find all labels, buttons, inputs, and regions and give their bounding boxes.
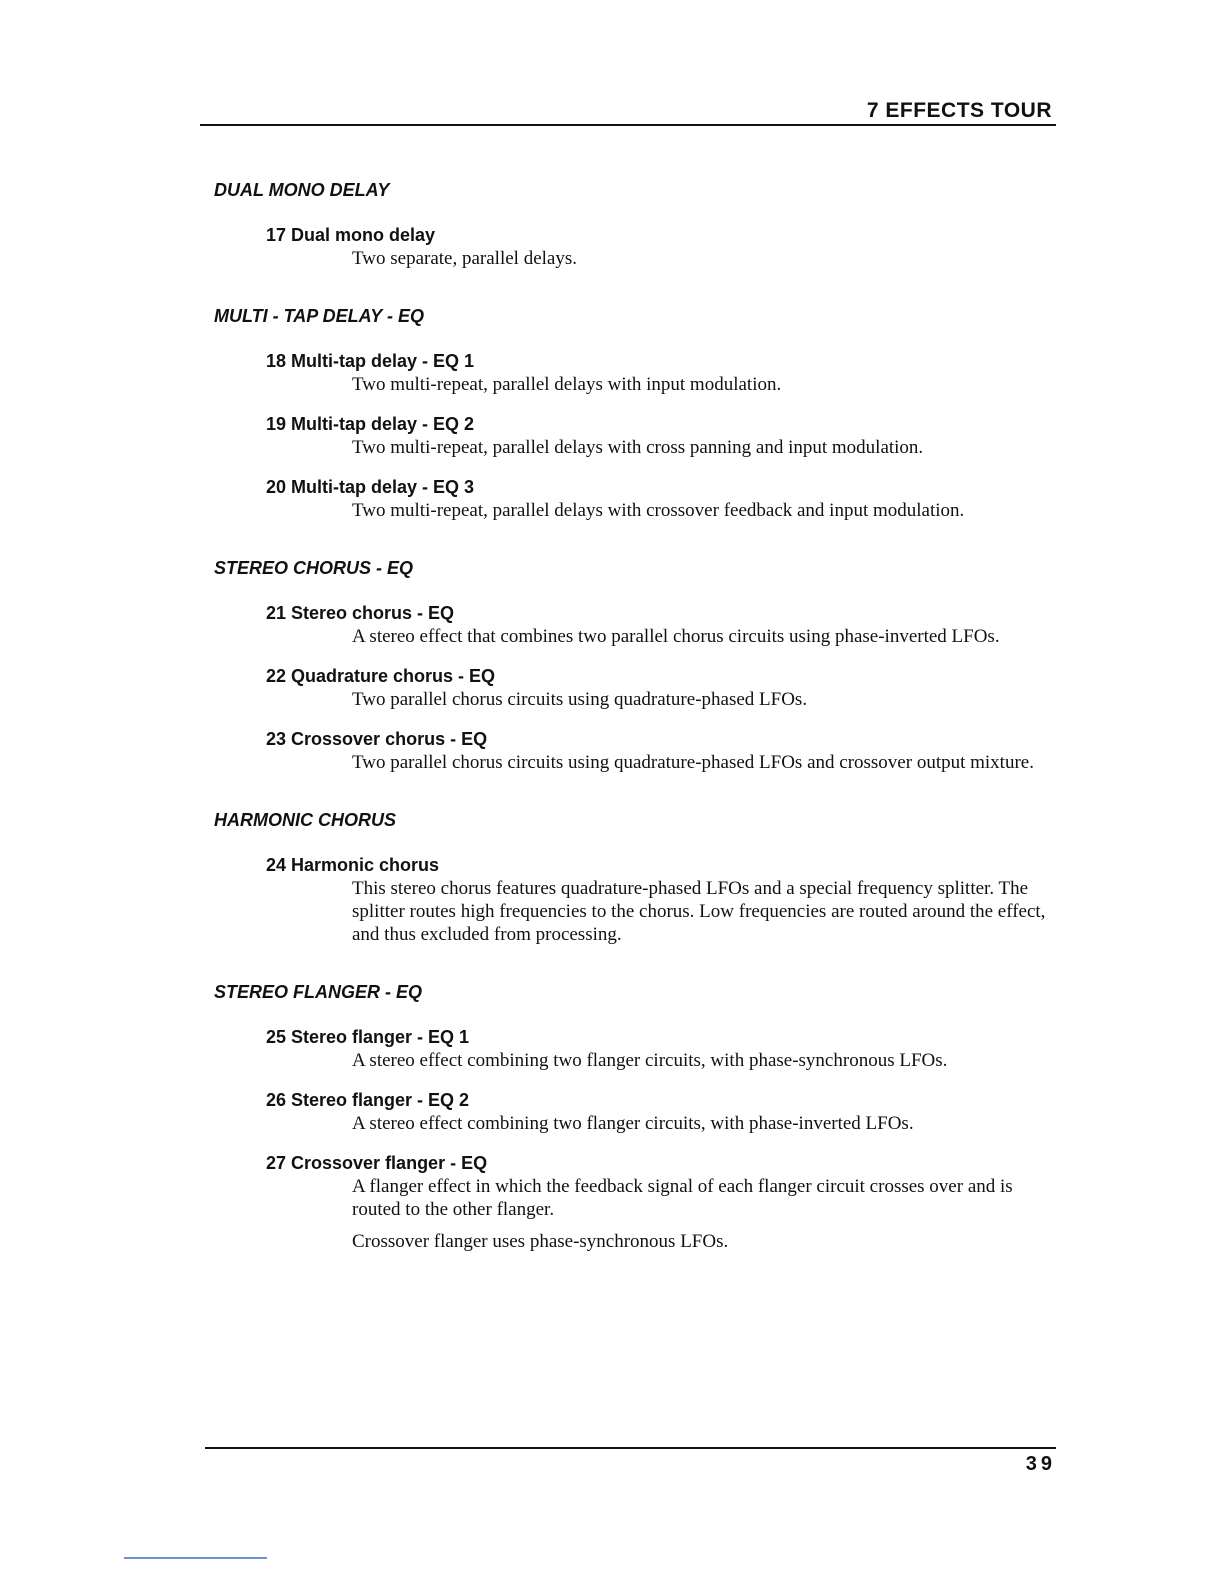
- effect-entry: [0, 664, 1224, 711]
- effect-description: [352, 751, 1052, 774]
- effect-title: 22 Quadrature chorus - EQ: [266, 666, 496, 686]
- effect-entry: [0, 727, 1224, 774]
- effect-section: [0, 304, 1224, 522]
- section-title: MULTI - TAP DELAY - EQ: [214, 306, 424, 326]
- description-paragraph: Two parallel chorus circuits using quadrature-phased LFOs.: [352, 689, 808, 710]
- effect-description: [352, 877, 1052, 946]
- description-paragraph: A stereo effect combining two flanger circuits, with phase-synchronous LFOs.: [352, 1050, 948, 1071]
- section-title: STEREO FLANGER - EQ: [214, 982, 423, 1002]
- effect-section: [0, 808, 1224, 946]
- effect-entry: [0, 475, 1224, 522]
- description-paragraph: Two separate, parallel delays.: [352, 248, 577, 269]
- scan-mark: [124, 1557, 267, 1559]
- page-content: [0, 178, 1224, 1287]
- description-paragraph: Two multi-repeat, parallel delays with input modulation.: [352, 374, 782, 395]
- effect-entry: [0, 349, 1224, 396]
- effect-section: [0, 980, 1224, 1253]
- section-title: STEREO CHORUS - EQ: [214, 558, 414, 578]
- effect-title: 20 Multi-tap delay - EQ 3: [266, 477, 475, 497]
- effect-entry: [0, 601, 1224, 648]
- effect-description: [352, 436, 1052, 459]
- effect-description: [352, 247, 1052, 270]
- effect-title: 25 Stereo flanger - EQ 1: [266, 1027, 470, 1047]
- effect-section: [0, 556, 1224, 774]
- effect-title: 18 Multi-tap delay - EQ 1: [266, 351, 475, 371]
- effect-title: 21 Stereo chorus - EQ: [266, 603, 455, 623]
- page-number: 39: [1025, 1453, 1056, 1475]
- effect-entry: [0, 223, 1224, 270]
- description-paragraph: Two multi-repeat, parallel delays with cross panning and input modulation.: [352, 437, 924, 458]
- effect-title: 23 Crossover chorus - EQ: [266, 729, 488, 749]
- effect-description: [352, 625, 1052, 648]
- description-paragraph: Two parallel chorus circuits using quadrature-phased LFOs and crossover output mixture.: [352, 752, 1034, 773]
- effect-title: 24 Harmonic chorus: [266, 855, 440, 875]
- effect-description: [352, 499, 1052, 522]
- effect-description: [352, 1175, 1052, 1253]
- section-title: HARMONIC CHORUS: [214, 810, 396, 830]
- effect-section: [0, 178, 1224, 270]
- effect-description: [352, 373, 1052, 396]
- effect-title: 27 Crossover flanger - EQ: [266, 1153, 488, 1173]
- description-paragraph: Crossover flanger uses phase-synchronous LFOs.: [352, 1231, 729, 1252]
- description-paragraph: Two multi-repeat, parallel delays with crossover feedback and input modulation.: [352, 500, 965, 521]
- description-paragraph: This stereo chorus features quadrature-phased LFOs and a special frequency splitter. The splitter routes high frequencies to the chorus. Low frequencies are routed around the effect, and thus excluded from processing.: [352, 878, 1046, 945]
- effect-title: 17 Dual mono delay: [266, 225, 436, 245]
- effect-title: 19 Multi-tap delay - EQ 2: [266, 414, 475, 434]
- effect-entry: [0, 1088, 1224, 1135]
- chapter-title: 7 EFFECTS TOUR: [866, 99, 1052, 122]
- header-rule: [200, 124, 1056, 126]
- description-paragraph: A stereo effect combining two flanger circuits, with phase-inverted LFOs.: [352, 1113, 914, 1134]
- section-title: DUAL MONO DELAY: [214, 180, 390, 200]
- effect-title: 26 Stereo flanger - EQ 2: [266, 1090, 470, 1110]
- footer-rule: [205, 1447, 1056, 1449]
- description-paragraph: A flanger effect in which the feedback signal of each flanger circuit crosses over and is routed to the other flanger.: [352, 1176, 1013, 1220]
- effect-description: [352, 1112, 1052, 1135]
- effect-entry: [0, 1025, 1224, 1072]
- effect-entry: [0, 412, 1224, 459]
- description-paragraph: A stereo effect that combines two parallel chorus circuits using phase-inverted LFOs.: [352, 626, 1000, 647]
- effect-entry: [0, 853, 1224, 946]
- effect-description: [352, 688, 1052, 711]
- effect-entry: [0, 1151, 1224, 1253]
- effect-description: [352, 1049, 1052, 1072]
